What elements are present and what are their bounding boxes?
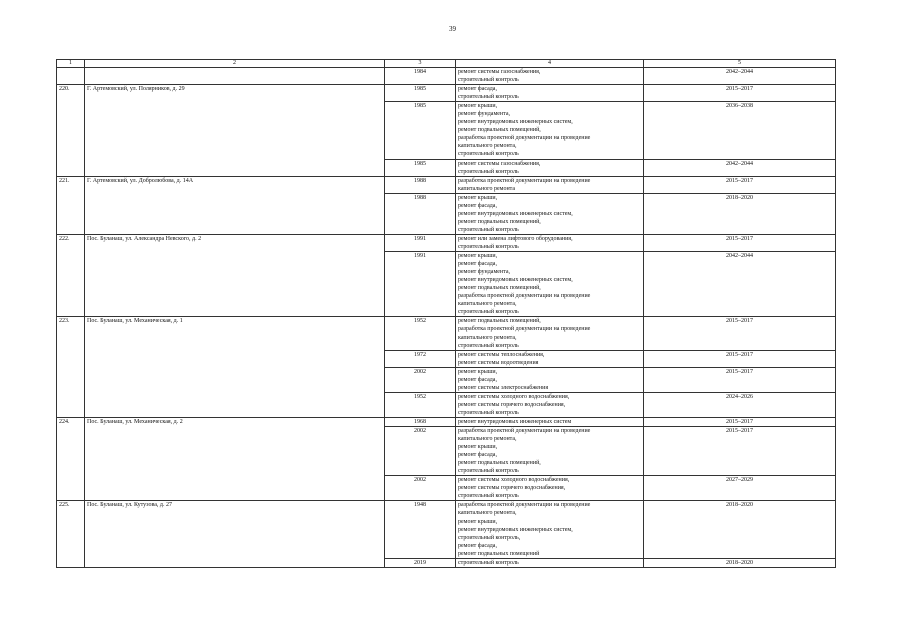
work-item: ремонт системы газоснабжения, <box>458 69 541 75</box>
column-header-number: 1 <box>57 60 85 68</box>
year-cell: 2002 <box>385 427 456 476</box>
period-cell: 2042–2044 <box>644 159 836 176</box>
work-item: ремонт фасада, <box>458 261 497 268</box>
period-cell: 2015–2017 <box>644 234 836 251</box>
year-cell: 1988 <box>385 176 456 193</box>
row-number: 225. <box>57 501 85 567</box>
year-cell: 1972 <box>385 350 456 367</box>
work-item: капитального ремонта <box>458 185 516 192</box>
building-address: Пос. Буланаш, ул. Механическая, д. 2 <box>85 417 385 500</box>
works-cell <box>456 234 644 251</box>
period-cell: 2042–2044 <box>644 252 836 317</box>
works-cell <box>456 193 644 234</box>
row-number: 223. <box>57 317 85 418</box>
work-item: ремонт подвальных помещений, <box>458 218 541 225</box>
work-item: строительный контроль <box>458 243 519 250</box>
year-cell: 1984 <box>385 68 456 85</box>
period-cell: 2027–2029 <box>644 476 836 501</box>
works-cell <box>456 159 644 176</box>
work-item: строительный контроль <box>458 409 519 416</box>
work-item: капитального ремонта, <box>458 334 517 341</box>
work-item: разработка проектной документации на проведение <box>458 293 591 300</box>
work-item: ремонт внутридомовых инженерных систем <box>458 418 572 425</box>
work-item: разработка проектной документации на проведение <box>458 428 591 435</box>
period-cell: 2018–2020 <box>644 501 836 558</box>
year-cell: 2002 <box>385 367 456 392</box>
works-cell <box>456 392 644 417</box>
works-cell <box>456 252 644 317</box>
work-item: ремонт системы теплоснабжения, <box>458 351 545 358</box>
row-number: 222. <box>57 234 85 316</box>
year-cell: 1991 <box>385 252 456 317</box>
building-address <box>85 68 385 85</box>
work-item: ремонт системы электроснабжения <box>458 384 549 391</box>
year-cell: 1985 <box>385 159 456 176</box>
work-item: строительный контроль <box>458 493 519 500</box>
work-item: ремонт внутридомовых инженерных систем, <box>458 526 573 533</box>
row-number: 221. <box>57 176 85 234</box>
work-item: ремонт крыши, <box>458 194 498 201</box>
works-cell <box>456 501 644 558</box>
period-cell: 2015–2017 <box>644 367 836 392</box>
work-item: ремонт подвальных помещений, <box>458 127 541 134</box>
column-header-address: 2 <box>85 60 385 68</box>
period-cell: 2015–2017 <box>644 85 836 102</box>
year-cell: 1948 <box>385 501 456 558</box>
period-cell: 2018–2020 <box>644 558 836 567</box>
table-row <box>57 317 836 350</box>
row-number <box>57 68 85 85</box>
period-cell: 2036–2038 <box>644 102 836 159</box>
period-cell: 2015–2017 <box>644 427 836 476</box>
year-cell: 1985 <box>385 102 456 159</box>
period-cell: 2015–2017 <box>644 417 836 426</box>
table-header-row <box>57 60 836 68</box>
table-row <box>57 417 836 426</box>
work-item: ремонт внутридомовых инженерных систем, <box>458 277 573 284</box>
works-cell <box>456 176 644 193</box>
work-item: ремонт внутридомовых инженерных систем, <box>458 119 573 126</box>
work-item: ремонт фундамента, <box>458 111 510 118</box>
work-item: ремонт системы холодного водоснабжения, <box>458 393 570 400</box>
work-item: ремонт фасада, <box>458 86 497 93</box>
work-item: ремонт крыши, <box>458 444 498 451</box>
works-cell <box>456 558 644 567</box>
work-item: ремонт крыши, <box>458 103 498 110</box>
work-item: ремонт крыши, <box>458 368 498 375</box>
year-cell: 2019 <box>385 558 456 567</box>
column-header-works: 4 <box>456 60 644 68</box>
work-item: ремонт крыши, <box>458 518 498 525</box>
work-item: строительный контроль <box>458 309 519 316</box>
work-item: ремонт подвальных помещений, <box>458 318 541 325</box>
table-row <box>57 501 836 558</box>
work-item: ремонт фасада, <box>458 452 497 459</box>
year-cell: 1952 <box>385 317 456 350</box>
table-row <box>57 234 836 251</box>
building-address: Г. Артемовский, ул. Добролюбова, д. 14А <box>85 176 385 234</box>
table-body <box>57 68 836 568</box>
building-address: Пос. Буланаш, ул. Механическая, д. 1 <box>85 317 385 418</box>
work-item: ремонт системы водоотведения <box>458 359 539 366</box>
work-item: ремонт подвальных помещений <box>458 550 540 557</box>
work-item: ремонт системы горячего водоснабжения, <box>458 485 566 492</box>
row-number: 220. <box>57 85 85 177</box>
works-cell <box>456 476 644 501</box>
building-address: Г. Артемовский, ул. Полярников, д. 29 <box>85 85 385 177</box>
work-item: строительный контроль <box>458 342 519 349</box>
column-header-period: 5 <box>644 60 836 68</box>
work-item: ремонт крыши, <box>458 253 498 260</box>
column-header-year: 3 <box>385 60 456 68</box>
works-cell <box>456 367 644 392</box>
works-cell <box>456 102 644 159</box>
work-item: ремонт фасада, <box>458 376 497 383</box>
work-item: строительный контроль, <box>458 534 521 541</box>
work-item: капитального ремонта, <box>458 510 517 517</box>
work-item: ремонт или замена лифтового оборудования, <box>458 235 573 242</box>
works-cell <box>456 68 644 85</box>
table-row <box>57 68 836 85</box>
year-cell: 1985 <box>385 85 456 102</box>
works-cell <box>456 350 644 367</box>
work-item: ремонт фундамента, <box>458 269 510 276</box>
work-item: разработка проектной документации на проведение <box>458 502 591 509</box>
works-cell <box>456 317 644 350</box>
work-item: строительный контроль <box>458 468 519 475</box>
work-item: разработка проектной документации на проведение <box>458 326 591 333</box>
work-item: разработка проектной документации на проведение <box>458 135 591 142</box>
work-item: ремонт системы холодного водоснабжения, <box>458 477 570 484</box>
year-cell: 2002 <box>385 476 456 501</box>
repair-schedule-table <box>56 59 836 568</box>
building-address: Пос. Буланаш, ул. Кутузова, д. 27 <box>85 501 385 567</box>
work-item: капитального ремонта, <box>458 301 517 308</box>
works-cell <box>456 427 644 476</box>
work-item: ремонт фасада, <box>458 542 497 549</box>
row-number: 224. <box>57 417 85 500</box>
period-cell: 2015–2017 <box>644 350 836 367</box>
work-item: ремонт подвальных помещений, <box>458 460 541 467</box>
year-cell: 1988 <box>385 193 456 234</box>
table-row <box>57 85 836 102</box>
work-item: разработка проектной документации на проведение <box>458 177 591 184</box>
period-cell: 2024–2026 <box>644 392 836 417</box>
work-item: строительный контроль <box>458 151 519 158</box>
building-address: Пос. Буланаш, ул. Александра Невского, д. 2 <box>85 234 385 316</box>
work-item: строительный контроль <box>458 168 519 175</box>
year-cell: 1952 <box>385 392 456 417</box>
work-item: строительный контроль <box>458 226 519 233</box>
year-cell: 1991 <box>385 234 456 251</box>
work-item: ремонт внутридомовых инженерных систем, <box>458 210 573 217</box>
work-item: ремонт подвальных помещений, <box>458 285 541 292</box>
work-item: капитального ремонта, <box>458 436 517 443</box>
work-item: строительный контроль <box>458 77 519 84</box>
work-item: строительный контроль <box>458 559 519 566</box>
work-item: строительный контроль <box>458 94 519 101</box>
period-cell: 2018–2020 <box>644 193 836 234</box>
works-cell <box>456 417 644 426</box>
work-item: капитального ремонта, <box>458 143 517 150</box>
work-item: ремонт системы горячего водоснабжения, <box>458 401 566 408</box>
table-row <box>57 176 836 193</box>
period-cell: 2015–2017 <box>644 176 836 193</box>
works-cell <box>456 85 644 102</box>
year-cell: 1968 <box>385 417 456 426</box>
page-number: 39 <box>449 25 456 33</box>
period-cell: 2015–2017 <box>644 317 836 350</box>
work-item: ремонт системы газоснабжения, <box>458 160 541 167</box>
work-item: ремонт фасада, <box>458 202 497 209</box>
period-cell: 2042–2044 <box>644 68 836 85</box>
